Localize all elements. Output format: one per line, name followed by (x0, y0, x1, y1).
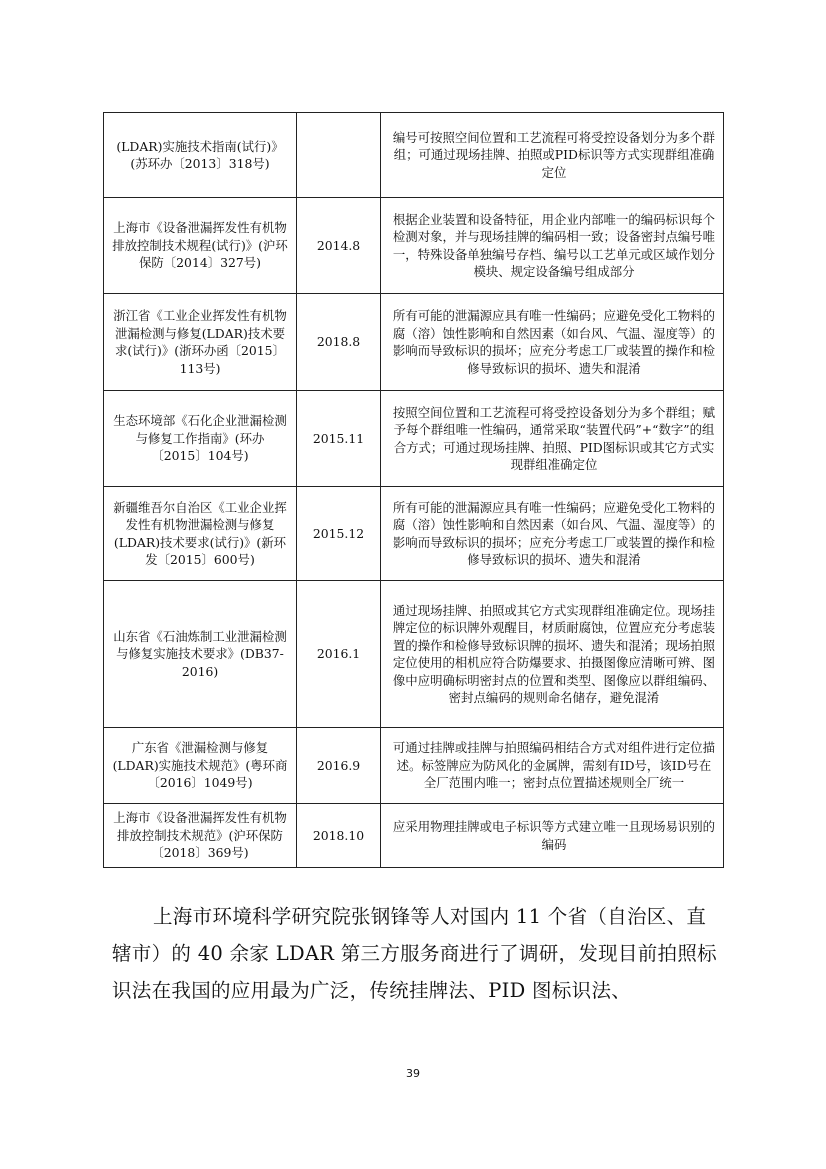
date-cell: 2016.1 (297, 581, 381, 728)
standard-cell: 新疆维吾尔自治区《工业企业挥发性有机物泄漏检测与修复(LDAR)技术要求(试行)》(新环发〔2015〕600号) (104, 487, 297, 581)
date-cell: 2015.12 (297, 487, 381, 581)
table-row (104, 113, 724, 198)
table-row (104, 198, 724, 294)
requirement-cell: 编号可按照空间位置和工艺流程可将受控设备划分为多个群组；可通过现场挂牌、拍照或PID标识等方式实现群组准确定位 (381, 113, 724, 198)
table-row (104, 487, 724, 581)
table-row (104, 391, 724, 487)
requirement-cell: 根据企业装置和设备特征，用企业内部唯一的编码标识每个检测对象，并与现场挂牌的编码相一致；设备密封点编号唯一，特殊设备单独编号存档、编号以工艺单元或区域作划分模块、规定设备编号组成部分 (381, 198, 724, 294)
date-cell: 2015.11 (297, 391, 381, 487)
requirement-cell: 按照空间位置和工艺流程可将受控设备划分为多个群组；赋予每个群组唯一性编码，通常采取“装置代码”+“数字”的组合方式；可通过现场挂牌、拍照、PID图标识或其它方式实现群组准确定位 (381, 391, 724, 487)
date-cell: 2018.8 (297, 294, 381, 391)
standard-cell: 生态环境部《石化企业泄漏检测与修复工作指南》(环办〔2015〕104号) (104, 391, 297, 487)
table-row (104, 581, 724, 728)
body-paragraph: 上海市环境科学研究院张钢锋等人对国内 11 个省（自治区、直辖市）的 40 余家 LDAR 第三方服务商进行了调研，发现目前拍照标识法在我国的应用最为广泛，传统挂牌法、PID 图标识法、 (112, 905, 717, 1002)
requirement-cell: 应采用物理挂牌或电子标识等方式建立唯一且现场易识别的编码 (381, 804, 724, 868)
date-cell: 2016.9 (297, 728, 381, 804)
standard-cell: 山东省《石油炼制工业泄漏检测与修复实施技术要求》(DB37-2016) (104, 581, 297, 728)
requirement-cell: 所有可能的泄漏源应具有唯一性编码；应避免受化工物料的腐（溶）蚀性影响和自然因素（如台风、气温、湿度等）的影响而导致标识的损坏；应充分考虑工厂或装置的操作和检修导致标识的损坏、遗失和混淆 (381, 487, 724, 581)
date-cell (297, 113, 381, 198)
table-row (104, 804, 724, 868)
requirement-cell: 通过现场挂牌、拍照或其它方式实现群组准确定位。现场挂牌定位的标识牌外观醒目，材质耐腐蚀，位置应充分考虑装置的操作和检修导致标识牌的损坏、遗失和混淆；现场拍照定位使用的相机应符合防爆要求、拍摄图像应清晰可辨、图像中应明确标明密封点的位置和类型、图像应以群组编码、密封点编码的规则命名储存，避免混淆 (381, 581, 724, 728)
standards-table (103, 112, 724, 868)
standard-cell: 上海市《设备泄漏挥发性有机物排放控制技术规范》(沪环保防〔2018〕369号) (104, 804, 297, 868)
requirement-cell: 所有可能的泄漏源应具有唯一性编码；应避免受化工物料的腐（溶）蚀性影响和自然因素（如台风、气温、湿度等）的影响而导致标识的损坏；应充分考虑工厂或装置的操作和检修导致标识的损坏、遗失和混淆 (381, 294, 724, 391)
table-row (104, 728, 724, 804)
table-row (104, 294, 724, 391)
standard-cell: (LDAR)实施技术指南(试行)》(苏环办〔2013〕318号) (104, 113, 297, 198)
requirement-cell: 可通过挂牌或挂牌与拍照编码相结合方式对组件进行定位描述。标签牌应为防风化的金属牌，需刻有ID号，该ID号在全厂范围内唯一；密封点位置描述规则全厂统一 (381, 728, 724, 804)
standard-cell: 上海市《设备泄漏挥发性有机物排放控制技术规程(试行)》(沪环保防〔2014〕327号) (104, 198, 297, 294)
standard-cell: 浙江省《工业企业挥发性有机物泄漏检测与修复(LDAR)技术要求(试行)》(浙环办函〔2015〕113号) (104, 294, 297, 391)
date-cell: 2014.8 (297, 198, 381, 294)
page-number: 39 (406, 1067, 420, 1080)
date-cell: 2018.10 (297, 804, 381, 868)
standard-cell: 广东省《泄漏检测与修复(LDAR)实施技术规范》(粤环商〔2016〕1049号) (104, 728, 297, 804)
